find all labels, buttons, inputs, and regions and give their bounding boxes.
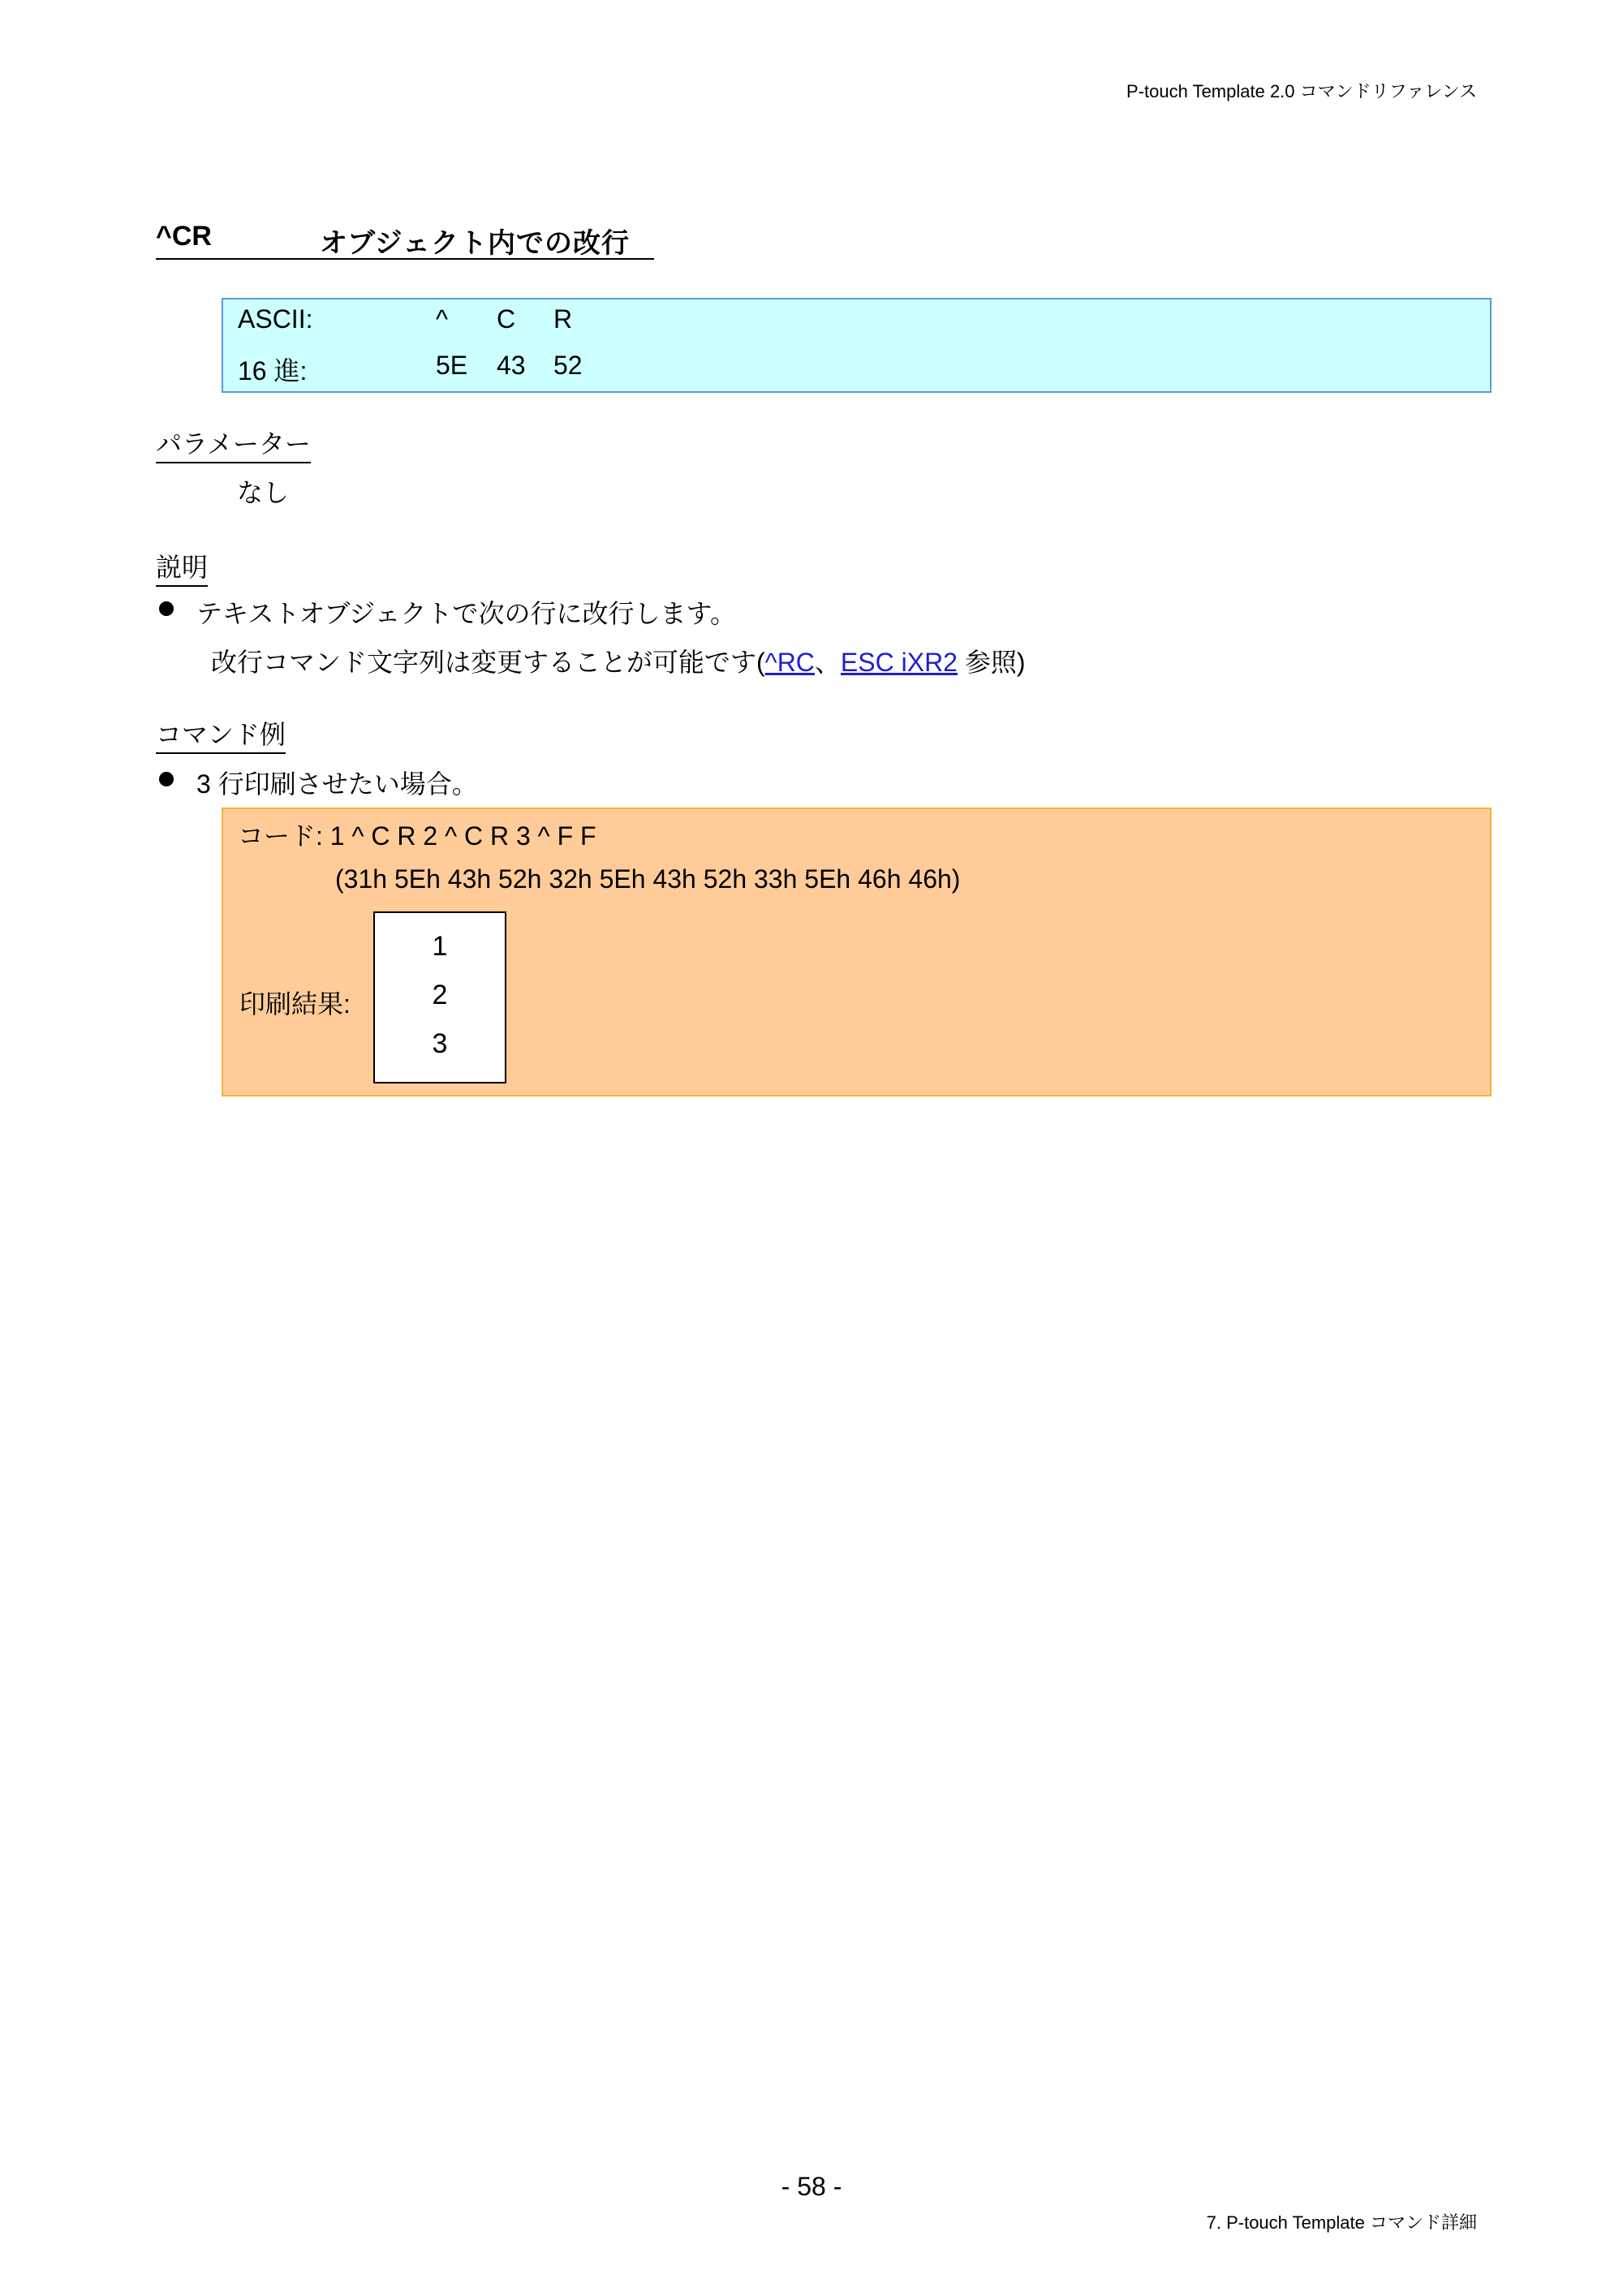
description-heading: 説明 xyxy=(156,547,208,587)
ascii-value: ^ xyxy=(436,304,449,334)
page-header: P-touch Template 2.0 コマンドリファレンス xyxy=(1126,81,1477,101)
command-title xyxy=(156,221,654,260)
example-bullet-text: 3 行印刷させたい場合。 xyxy=(196,769,478,799)
note-separator: 、 xyxy=(814,648,841,677)
note-text-after: 参照) xyxy=(957,648,1026,677)
print-result-line: 1 xyxy=(432,931,448,962)
hex-label: 16 進: xyxy=(238,356,308,386)
encoding-box xyxy=(222,298,1492,393)
example-box xyxy=(222,808,1492,1096)
print-result-line: 3 xyxy=(432,1028,448,1059)
print-result-label: 印刷結果: xyxy=(239,989,351,1019)
hex-value: 5E xyxy=(436,351,468,380)
ascii-label: ASCII: xyxy=(238,304,313,334)
bullet-icon xyxy=(159,772,174,786)
command-description: オブジェクト内での改行 xyxy=(320,228,630,259)
description-note xyxy=(211,642,1026,679)
bullet-icon xyxy=(159,601,174,616)
parameters-value: なし xyxy=(237,478,290,507)
example-hex-line: (31h 5Eh 43h 52h 32h 5Eh 43h 52h 33h 5Eh 46h 46h) xyxy=(335,864,961,894)
print-result-preview xyxy=(373,911,506,1083)
parameters-heading: パラメーター xyxy=(156,424,311,463)
hex-value: 52 xyxy=(553,351,583,380)
example-code-line: コード: 1 ^ C R 2 ^ C R 3 ^ F F xyxy=(238,821,596,851)
print-result-line: 2 xyxy=(432,980,448,1010)
description-bullet-text: テキストオブジェクトで次の行に改行します。 xyxy=(196,599,736,628)
link-rc[interactable]: ^RC xyxy=(764,648,815,677)
hex-value: 43 xyxy=(497,351,526,380)
link-esc-ixr2[interactable]: ESC iXR2 xyxy=(840,648,958,677)
page-footer: 7. P-touch Template コマンド詳細 xyxy=(1206,2212,1477,2233)
command-code: ^CR xyxy=(156,221,212,252)
ascii-value: R xyxy=(553,304,573,334)
page-number: - 58 - xyxy=(781,2172,842,2201)
note-text-before: 改行コマンド文字列は変更することが可能です( xyxy=(211,648,765,677)
example-heading: コマンド例 xyxy=(156,714,286,754)
ascii-value: C xyxy=(497,304,516,334)
